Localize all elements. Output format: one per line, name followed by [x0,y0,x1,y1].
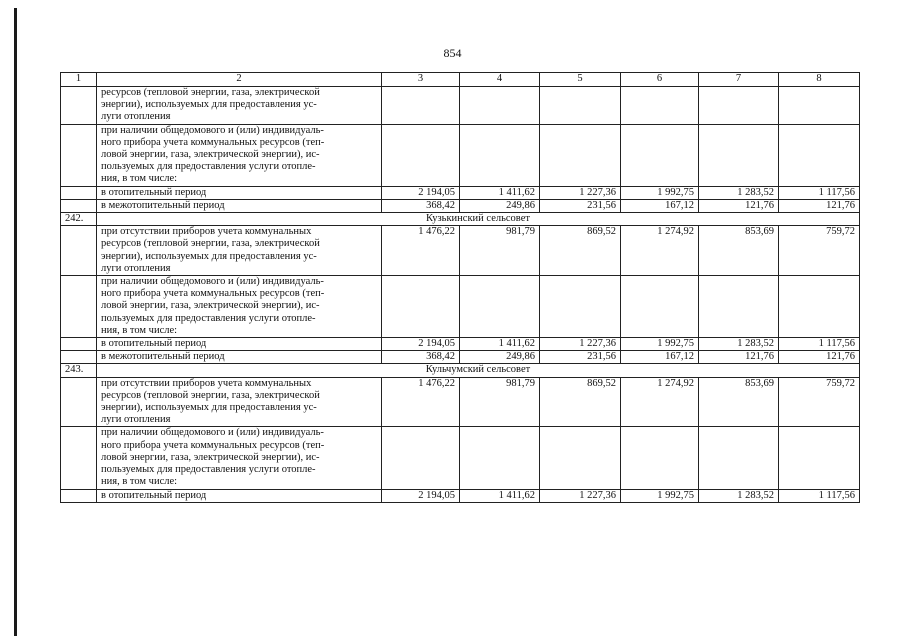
description-line: ресурсов (тепловой энергии, газа, электрической [101,87,320,98]
value-cell: 1 283,52 [699,186,779,199]
row-label: в межотопительный период [97,199,382,212]
district-row [61,213,860,226]
page-number: 854 [443,46,462,60]
value-cell: 2 194,05 [382,186,460,199]
value-cell [779,124,860,186]
value-cell: 981,79 [460,226,540,276]
value-cell [779,276,860,338]
value-cell: 2 194,05 [382,489,460,502]
row-description [97,377,382,427]
description-line: пользуемых для предоставления услуги отопле- [101,464,316,476]
row-number-cell [61,351,97,364]
value-cell [621,276,699,338]
description-line: ресурсов (тепловой энергии, газа, электрической [101,238,320,250]
description-line: при наличии общедомового и (или) индивидуаль- [101,276,324,288]
value-cell: 1 274,92 [621,377,699,427]
scan-edge-line [14,8,17,636]
table-row [61,87,860,125]
value-cell: 759,72 [779,377,860,427]
value-cell: 1 411,62 [460,489,540,502]
value-cell: 368,42 [382,199,460,212]
value-cell: 368,42 [382,351,460,364]
table-row [61,377,860,427]
value-cell [699,124,779,186]
description-line: ресурсов (тепловой энергии, газа, электрической [101,389,320,401]
table-row [61,276,860,338]
description-line: энергии), используемых для предоставления ус- [101,250,317,262]
value-cell: 1 476,22 [382,377,460,427]
description-line: ния, в том числе: [101,324,178,336]
value-cell [779,427,860,489]
row-description [97,87,382,125]
value-cell: 1 117,56 [779,186,860,199]
row-number-cell [61,338,97,351]
value-cell [779,87,860,125]
row-label: в отопительный период [97,338,382,351]
table-header-row [61,73,860,87]
value-cell [540,87,621,125]
row-description [97,124,382,186]
value-cell: 1 283,52 [699,338,779,351]
column-header: 6 [621,73,699,87]
district-number: 243. [61,364,97,377]
row-number-cell [61,276,97,338]
table-row [61,226,860,276]
table-row [61,489,860,502]
value-cell [382,124,460,186]
description-line: пользуемых для предоставления услуги отопле- [101,312,316,324]
description-line: энергии), используемых для предоставления ус- [101,99,317,111]
value-cell: 869,52 [540,226,621,276]
value-cell: 167,12 [621,351,699,364]
row-description [97,276,382,338]
row-number-cell [61,124,97,186]
value-cell: 2 194,05 [382,338,460,351]
description-line: ловой энергии, газа, электрической энергии), ис- [101,451,320,463]
description-line: ловой энергии, газа, электрической энергии), ис- [101,300,320,312]
value-cell [460,276,540,338]
value-cell: 1 476,22 [382,226,460,276]
value-cell: 1 411,62 [460,186,540,199]
row-description [97,427,382,489]
column-header: 4 [460,73,540,87]
value-cell: 121,76 [779,351,860,364]
value-cell [699,276,779,338]
district-number: 242. [61,213,97,226]
value-cell [382,276,460,338]
column-header: 7 [699,73,779,87]
value-cell [460,87,540,125]
description-line: при наличии общедомового и (или) индивидуаль- [101,124,324,136]
table-row [61,199,860,212]
description-line: пользуемых для предоставления услуги отопле- [101,161,316,173]
description-line: при наличии общедомового и (или) индивидуаль- [101,427,324,439]
value-cell: 1 227,36 [540,186,621,199]
value-cell [621,87,699,125]
value-cell [382,87,460,125]
value-cell [382,427,460,489]
table-row [61,186,860,199]
value-cell: 1 227,36 [540,489,621,502]
value-cell: 1 274,92 [621,226,699,276]
table-row [61,351,860,364]
value-cell [621,124,699,186]
value-cell: 1 227,36 [540,338,621,351]
value-cell: 853,69 [699,377,779,427]
row-number-cell [61,377,97,427]
column-header: 1 [61,73,97,87]
value-cell: 249,86 [460,199,540,212]
row-label: в межотопительный период [97,351,382,364]
value-cell: 167,12 [621,199,699,212]
value-cell: 1 992,75 [621,489,699,502]
value-cell: 869,52 [540,377,621,427]
row-label: в отопительный период [97,489,382,502]
description-line: ного прибора учета коммунальных ресурсов (теп- [101,288,325,300]
description-line: ловой энергии, газа, электрической энергии), ис- [101,149,320,161]
description-line: ния, в том числе: [101,476,178,488]
row-description [97,226,382,276]
value-cell: 121,76 [699,351,779,364]
column-header: 5 [540,73,621,87]
description-line: при отсутствии приборов учета коммунальных [101,226,312,238]
value-cell: 1 117,56 [779,489,860,502]
value-cell: 981,79 [460,377,540,427]
description-line: луги отопления [101,111,171,123]
row-number-cell [61,489,97,502]
column-header: 3 [382,73,460,87]
description-line: луги отопления [101,414,171,426]
value-cell: 1 411,62 [460,338,540,351]
table-row [61,427,860,489]
value-cell [460,124,540,186]
value-cell: 231,56 [540,351,621,364]
value-cell: 1 117,56 [779,338,860,351]
value-cell: 231,56 [540,199,621,212]
description-line: энергии), используемых для предоставления ус- [101,402,317,414]
value-cell: 121,76 [779,199,860,212]
row-label: в отопительный период [97,186,382,199]
column-header: 8 [779,73,860,87]
description-line: при отсутствии приборов учета коммунальных [101,377,312,389]
district-name: Кульчумский сельсовет [97,364,860,377]
table-row [61,338,860,351]
value-cell [699,87,779,125]
value-cell: 853,69 [699,226,779,276]
district-name: Кузькинский сельсовет [97,213,860,226]
table-row [61,124,860,186]
row-number-cell [61,186,97,199]
value-cell [540,276,621,338]
description-line: ного прибора учета коммунальных ресурсов (теп- [101,439,325,451]
tariff-table [60,72,860,503]
value-cell: 759,72 [779,226,860,276]
value-cell [540,124,621,186]
value-cell: 249,86 [460,351,540,364]
value-cell: 121,76 [699,199,779,212]
value-cell [621,427,699,489]
value-cell: 1 992,75 [621,338,699,351]
row-number-cell [61,199,97,212]
row-number-cell [61,87,97,125]
value-cell [460,427,540,489]
description-line: ного прибора учета коммунальных ресурсов (теп- [101,136,325,148]
description-line: ния, в том числе: [101,173,178,185]
description-line: луги отопления [101,262,171,274]
row-number-cell [61,427,97,489]
table-body [61,73,860,503]
value-cell [699,427,779,489]
value-cell: 1 992,75 [621,186,699,199]
value-cell: 1 283,52 [699,489,779,502]
value-cell [540,427,621,489]
column-header: 2 [97,73,382,87]
row-number-cell [61,226,97,276]
district-row [61,364,860,377]
